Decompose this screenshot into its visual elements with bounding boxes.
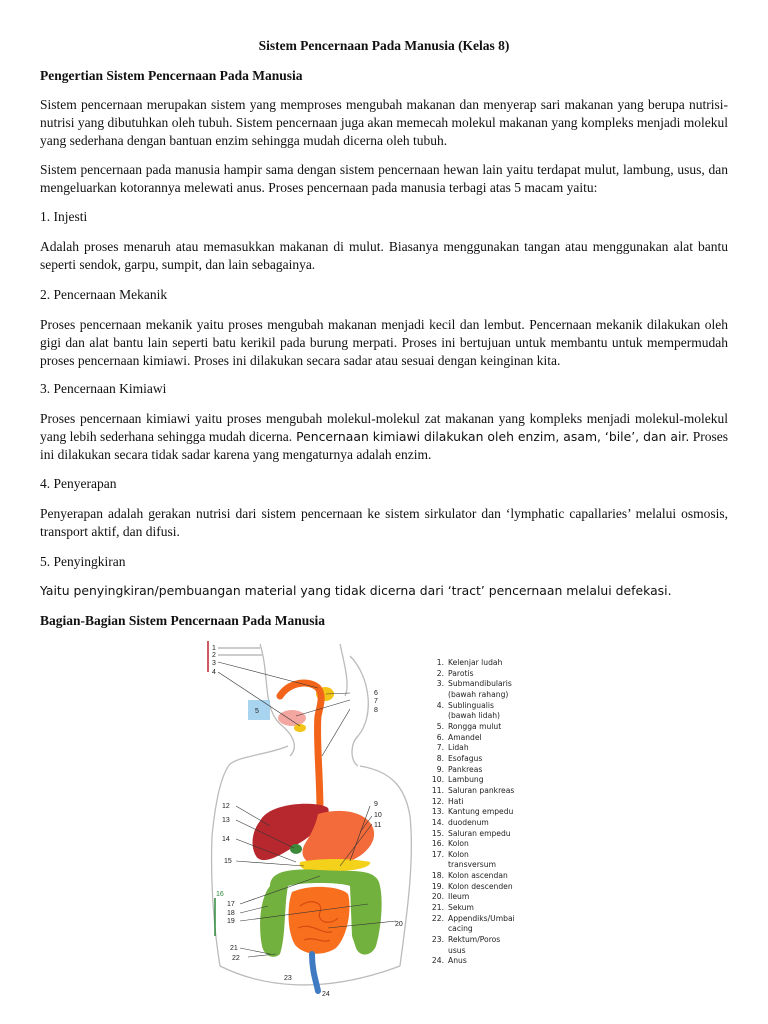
legend-item: [430, 818, 515, 829]
legend-number: 4.: [436, 700, 444, 710]
legend-text: cacing: [448, 924, 473, 934]
label-1: 1: [212, 645, 216, 652]
legend-text: Saluran pankreas: [448, 785, 515, 795]
legend-number: [430, 690, 444, 701]
item-3-desc: [40, 410, 728, 464]
item-5-label: 5. Penyingkiran: [40, 554, 126, 569]
legend-text: Saluran empedu: [448, 828, 511, 838]
item-3-label: 3. Pencernaan Kimiawi: [40, 381, 167, 396]
legend-number: 16.: [431, 839, 444, 849]
item-2-label: 2. Pencernaan Mekanik: [40, 287, 168, 302]
label-4: 4: [212, 669, 216, 676]
legend-number: [430, 946, 444, 957]
legend-item: [430, 722, 515, 733]
legend-text: Amandel: [448, 732, 482, 742]
legend-number: 11.: [431, 785, 444, 795]
legend-number: 1.: [436, 658, 444, 667]
legend-number: 2.: [436, 668, 444, 678]
legend-number: 6.: [436, 732, 444, 742]
legend-text: Rektum/Poros: [448, 935, 501, 945]
label-22: 22: [232, 955, 240, 962]
legend-number: [430, 860, 444, 871]
legend-text: Ileum: [448, 892, 470, 902]
label-13: 13: [222, 817, 230, 824]
legend-item: [430, 946, 515, 957]
legend-item: [430, 679, 515, 690]
legend-number: 3.: [436, 679, 444, 689]
label-19: 19: [227, 918, 235, 925]
legend-item: [430, 775, 515, 786]
legend-text: transversum: [448, 860, 496, 870]
label-16: 16: [216, 891, 224, 898]
small-intestine-shape: [289, 887, 350, 954]
label-17: 17: [227, 901, 235, 908]
label-9: 9: [374, 801, 378, 808]
legend-item: [430, 754, 515, 765]
legend-item: [430, 860, 515, 871]
legend-text: Lambung: [448, 775, 484, 785]
label-14: 14: [222, 836, 230, 843]
label-12: 12: [222, 803, 230, 810]
legend-number: 22.: [431, 913, 444, 923]
legend-text: Kolon: [448, 839, 469, 849]
legend-item: [430, 935, 515, 946]
label-20: 20: [395, 921, 403, 928]
legend-item: [430, 786, 515, 797]
item-2-desc: Proses pencernaan mekanik yaitu proses mengubah makanan menjadi kecil dan lembut. Pencernaan mekanik dilakukan oleh gigi dan alat bantu lain seperti batu kerikil pada burung merpati. Proses ini bertujuan untuk membantu untuk mempermudah proses pencernaan kimiawi. Proses ini dilakukan secara sadar atau sesuai dengan keinginan kita.: [40, 317, 728, 368]
legend-item: [430, 743, 515, 754]
label-23: 23: [284, 975, 292, 982]
legend-text: Anus: [448, 956, 467, 966]
tongue-shape: [278, 710, 306, 726]
legend-text: Kolon: [448, 849, 469, 859]
item-4-desc: Penyerapan adalah gerakan nutrisi dari sistem pencernaan ke sistem sirkulator dan ‘lymphatic capallaries’ melalui osmosis, transport aktif, dan difusi.: [40, 506, 728, 539]
legend-item: [430, 829, 515, 840]
item-1-label: 1. Injesti: [40, 209, 88, 224]
label-2: 2: [212, 652, 216, 659]
legend-item: [430, 892, 515, 903]
label-10: 10: [374, 812, 382, 819]
legend-item: [430, 882, 515, 893]
legend-text: Submandibularis: [448, 679, 512, 689]
legend-item: [430, 701, 515, 712]
legend-text: Lidah: [448, 743, 469, 753]
legend-text: Kolon ascendan: [448, 871, 508, 881]
legend-item: [430, 797, 515, 808]
legend-text: Esofagus: [448, 753, 483, 763]
legend-item: [430, 658, 515, 669]
legend-item: [430, 733, 515, 744]
gall-bladder-shape: [290, 844, 302, 854]
legend-number: 13.: [431, 807, 444, 817]
legend-number: 8.: [436, 753, 444, 763]
label-11: 11: [374, 822, 382, 829]
legend-text: Sublingualis: [448, 700, 494, 710]
legend-text: (bawah lidah): [448, 711, 500, 721]
item-3-desc-part-a: Proses pencernaan kimiawi yaitu proses mengubah molekul-molekul zat makanan yang kompleks menjadi molekul-molekul yang lebih sederhana sehingga mudah dicerna.: [40, 411, 728, 444]
legend-item: [430, 850, 515, 861]
legend-text: Hati: [448, 796, 464, 806]
legend-number: [430, 711, 444, 722]
legend-text: Kantung empedu: [448, 807, 514, 817]
legend-item: [430, 690, 515, 701]
legend-number: 5.: [436, 721, 444, 731]
legend-number: 19.: [431, 881, 444, 891]
legend-item: [430, 807, 515, 818]
legend-number: 12.: [431, 796, 444, 806]
item-4-label: 4. Penyerapan: [40, 476, 117, 491]
legend-text: Kelenjar ludah: [448, 658, 503, 667]
legend-number: 24.: [431, 956, 444, 966]
section-heading-parts: Bagian-Bagian Sistem Pencernaan Pada Manusia: [40, 613, 326, 628]
legend-text: Appendiks/Umbai: [448, 913, 515, 923]
legend-number: [430, 924, 444, 935]
legend-item: [430, 924, 515, 935]
legend-number: 17.: [431, 849, 444, 859]
legend-text: Sekum: [448, 903, 474, 913]
paragraph-definition: Sistem pencernaan merupakan sistem yang memproses mengubah makanan dan menyerap sari makanan yang berupa nutrisi-nutrisi yang dibutuhkan oleh tubuh. Sistem pencernaan juga akan memecah molekul makanan yang kompleks menjadi molekul yang sederhana dengan bantuan enzim sehingga mudah dicerna oleh tubuh.: [40, 97, 728, 148]
paragraph-overview: Sistem pencernaan pada manusia hampir sama dengan sistem pencernaan hewan lain yaitu terdapat mulut, lambung, usus, dan mengeluarkan kotorannya melewati anus. Proses pencernaan pada manusia terbagi atas 5 macam yaitu:: [40, 162, 728, 195]
label-15: 15: [224, 858, 232, 865]
legend-item: [430, 903, 515, 914]
legend-text: duodenum: [448, 817, 489, 827]
document-title: Sistem Pencernaan Pada Manusia (Kelas 8): [258, 38, 510, 53]
label-3: 3: [212, 660, 216, 667]
legend-text: usus: [448, 945, 466, 955]
item-5-desc: Yaitu penyingkiran/pembuangan material yang tidak dicerna dari ‘tract’ pencernaan melalui defekasi.: [40, 583, 672, 598]
legend-item: [430, 711, 515, 722]
legend-item: [430, 839, 515, 850]
label-24: 24: [322, 991, 330, 998]
legend-number: 20.: [431, 892, 444, 902]
legend-text: Parotis: [448, 668, 474, 678]
label-8: 8: [374, 707, 378, 714]
item-3-desc-part-c: Proses ini dilakukan secara tidak sadar karena yang mengaturnya adalah enzim.: [40, 429, 728, 462]
label-21: 21: [230, 945, 238, 952]
legend-number: 14.: [431, 817, 444, 827]
mouth-highlight: [248, 700, 270, 720]
label-18: 18: [227, 910, 235, 917]
legend-item: [430, 956, 515, 967]
diagram-legend: [430, 658, 515, 967]
legend-item: [430, 669, 515, 680]
legend-number: 7.: [436, 743, 444, 753]
legend-number: 18.: [431, 871, 444, 881]
section-heading-definition: Pengertian Sistem Pencernaan Pada Manusia: [40, 68, 303, 83]
item-3-desc-part-b: Pencernaan kimiawi dilakukan oleh enzim, asam, ‘bile’, dan air.: [292, 429, 690, 444]
legend-number: 9.: [436, 764, 444, 774]
submandibular-gland-shape: [294, 724, 306, 732]
legend-item: [430, 765, 515, 776]
legend-number: 10.: [431, 775, 444, 785]
legend-text: (bawah rahang): [448, 689, 509, 699]
label-5: 5: [255, 708, 259, 715]
legend-text: Rongga mulut: [448, 721, 502, 731]
item-1-desc: Adalah proses menaruh atau memasukkan makanan di mulut. Biasanya menggunakan tangan atau menggunakan alat bantu seperti sendok, garpu, sumpit, dan lain sebagainya.: [40, 239, 728, 272]
legend-number: 23.: [431, 935, 444, 945]
legend-item: [430, 914, 515, 925]
legend-text: Kolon descenden: [448, 881, 513, 891]
legend-number: 15.: [431, 828, 444, 838]
label-7: 7: [374, 698, 378, 705]
legend-text: Pankreas: [448, 764, 483, 774]
legend-number: 21.: [431, 903, 444, 913]
rectum-shape: [312, 954, 318, 991]
label-6: 6: [374, 690, 378, 697]
legend-item: [430, 871, 515, 882]
